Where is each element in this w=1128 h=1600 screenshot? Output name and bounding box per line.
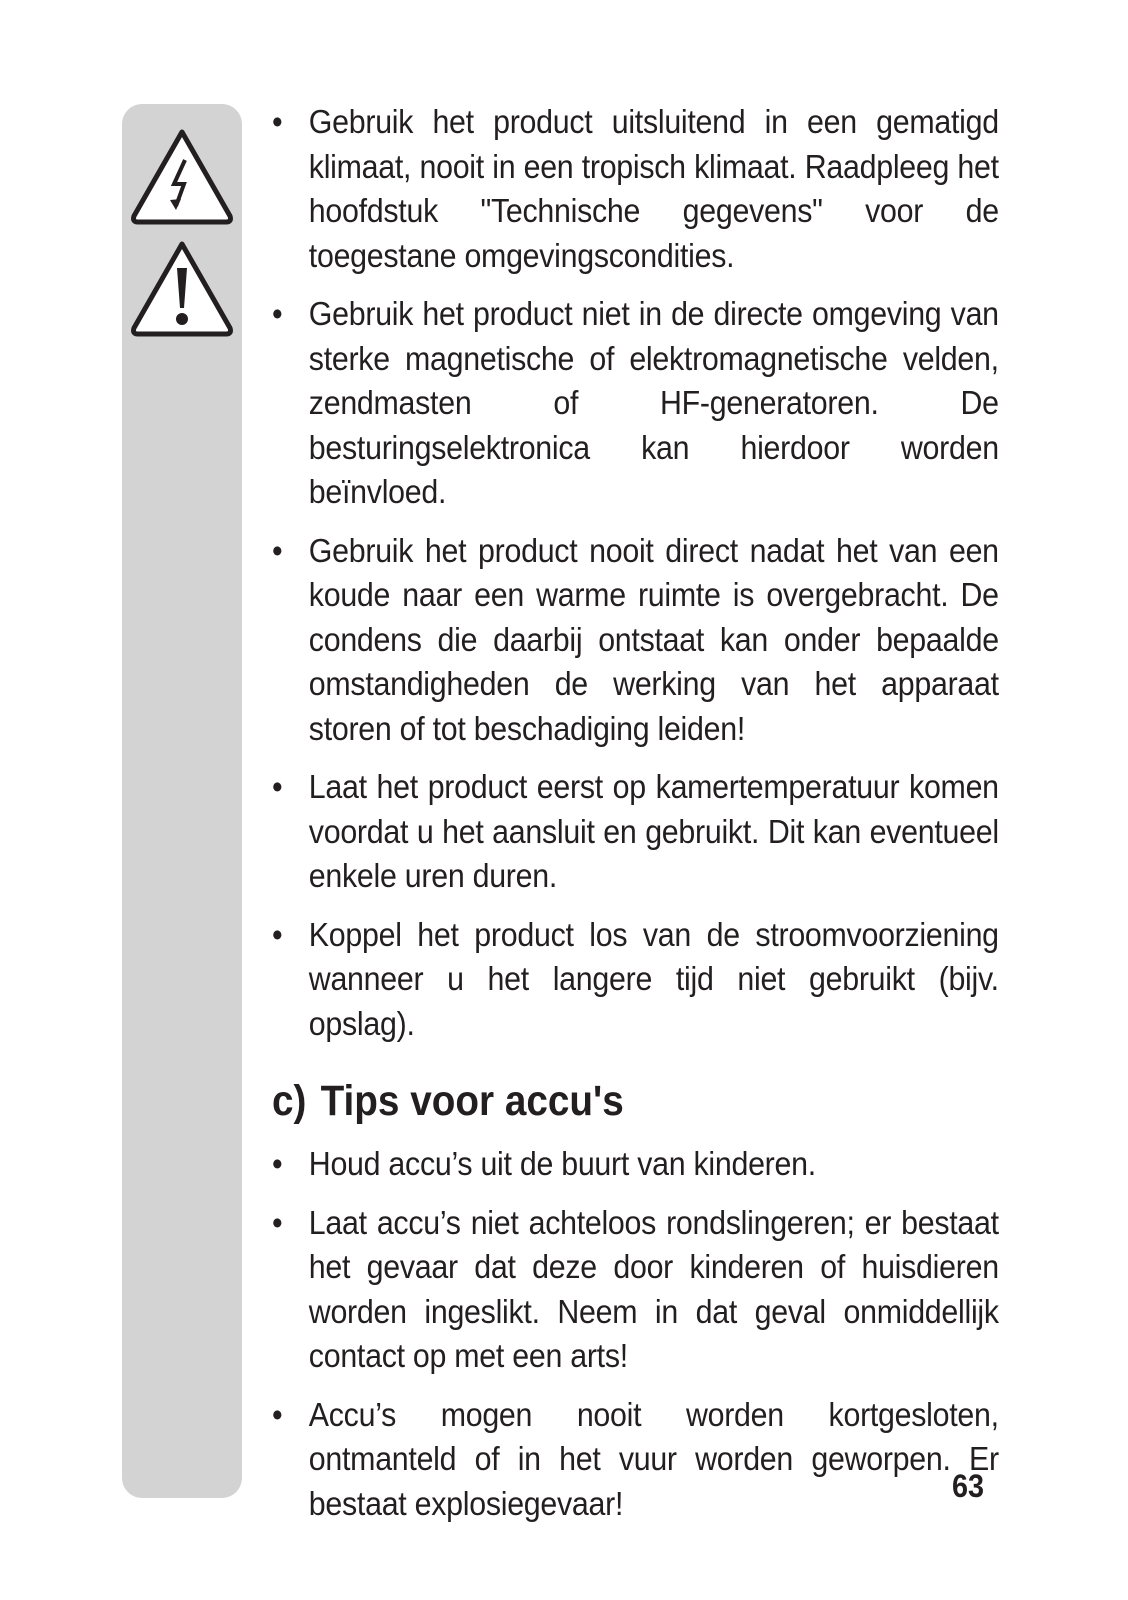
bullet-dot: • xyxy=(272,531,283,569)
list-item xyxy=(272,913,999,1047)
page-number: 63 xyxy=(952,1468,985,1504)
list-item xyxy=(272,292,999,515)
bullet-dot: • xyxy=(272,295,283,332)
list-item xyxy=(272,529,999,752)
list-item-text: Accu’s mogen nooit worden kortgesloten, ontmanteld of in het vuur worden geworpen. Er bestaat explosiegevaar! xyxy=(308,1395,999,1522)
list-item-text: Houd accu’s uit de buurt van kinderen. xyxy=(308,1145,816,1182)
list-item-text: Gebruik het product nooit direct nadat het van een koude naar een warme ruimte is overgebracht. De condens die daarbij ontstaat kan onder bepaalde omstandigheden de werking van het apparaat storen of tot beschadiging leiden! xyxy=(308,531,999,747)
bullet-dot: • xyxy=(272,915,283,953)
list-item xyxy=(272,1201,999,1379)
bullet-dot: • xyxy=(272,1203,283,1241)
list-item xyxy=(272,765,999,899)
general-warning-icon xyxy=(128,238,236,338)
main-content xyxy=(272,100,1002,1540)
list-item-text: Laat het product eerst op kamertemperatuur komen voordat u het aansluit en gebruikt. Dit kan eventueel enkele uren duren. xyxy=(308,768,999,894)
section-heading xyxy=(272,1074,929,1128)
bullet-dot: • xyxy=(272,1395,283,1433)
list-item-text: Laat accu’s niet achteloos rondslingeren; er bestaat het gevaar dat deze door kinderen of huisdieren worden ingeslikt. Neem in dat geval onmiddellijk contact op met een arts! xyxy=(308,1203,999,1374)
battery-tips-list xyxy=(272,1142,1002,1526)
list-item xyxy=(272,1142,999,1187)
section-title: Tips voor accu's xyxy=(320,1077,624,1125)
section-number: c) xyxy=(272,1077,307,1125)
electric-shock-warning-icon xyxy=(128,126,236,226)
list-item-text: Gebruik het product uitsluitend in een gematigd klimaat, nooit in een tropisch klimaat. Raadpleeg het hoofdstuk "Technische gegevens" voor de toegestane omgevingscondities. xyxy=(308,103,999,274)
bullet-dot: • xyxy=(272,768,283,805)
list-item-text: Gebruik het product niet in de directe omgeving van sterke magnetische of elektromagnetische velden, zendmasten of HF-generatoren. De besturingselektronica kan hierdoor worden beïnvloed. xyxy=(308,295,999,510)
list-item-text: Koppel het product los van de stroomvoorziening wanneer u het langere tijd niet gebruikt (bijv. opslag). xyxy=(308,915,999,1042)
bullet-dot: • xyxy=(272,1145,283,1182)
bullet-dot: • xyxy=(272,103,283,140)
list-item xyxy=(272,1393,999,1527)
list-item xyxy=(272,100,999,278)
safety-bullet-list xyxy=(272,100,1002,1046)
